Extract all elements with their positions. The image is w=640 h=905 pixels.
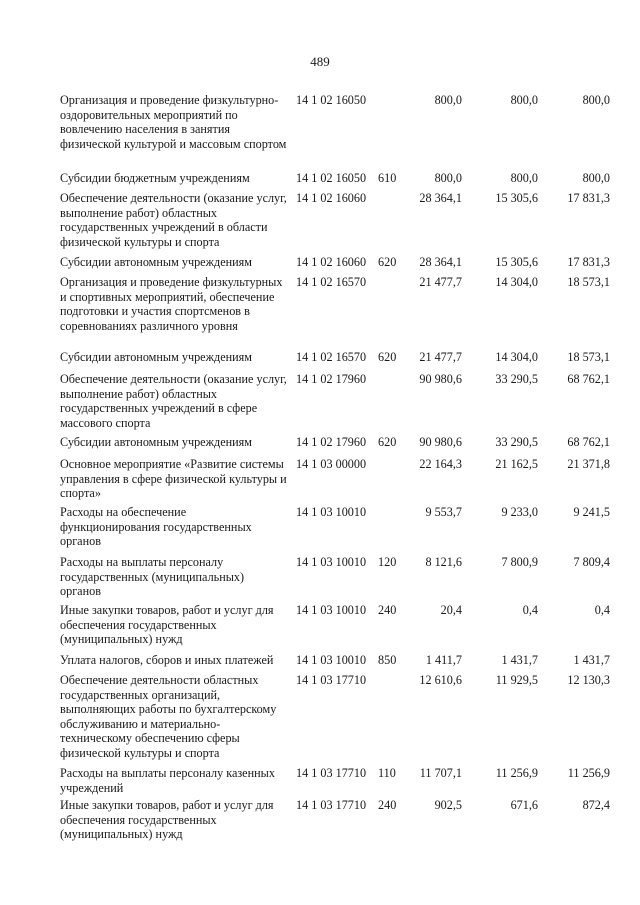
- row-name: Иные закупки товаров, работ и услуг для обеспечения государственных (муниципальных) нужд: [60, 798, 274, 842]
- row-expense-type: 620: [378, 435, 397, 449]
- row-amount-1: 902,5: [434, 798, 462, 812]
- row-amount-3: 800,0: [582, 171, 610, 185]
- row-name: Иные закупки товаров, работ и услуг для обеспечения государственных (муниципальных) нужд: [60, 603, 274, 647]
- row-code: 14 1 03 17710: [296, 673, 367, 687]
- row-amount-1: 800,0: [434, 171, 462, 185]
- row-amount-3: 872,4: [582, 798, 610, 812]
- row-amount-3: 17 831,3: [567, 191, 610, 205]
- row-amount-1: 9 553,7: [425, 505, 462, 519]
- row-amount-3: 17 831,3: [567, 255, 610, 269]
- row-expense-type: 240: [378, 603, 397, 617]
- row-amount-2: 800,0: [510, 93, 538, 107]
- row-amount-3: 800,0: [582, 93, 610, 107]
- row-code: 14 1 02 16050: [296, 93, 367, 107]
- row-amount-2: 14 304,0: [495, 275, 538, 289]
- row-amount-2: 0,4: [522, 603, 538, 617]
- row-name: Расходы на выплаты персоналу казенных учреждений: [60, 766, 275, 795]
- row-amount-3: 0,4: [594, 603, 610, 617]
- row-name: Организация и проведение физкультурных и спортивных мероприятий, обеспечение подготовки и участия спортсменов в соревнованиях различного уровня: [60, 275, 283, 333]
- row-expense-type: 240: [378, 798, 397, 812]
- row-code: 14 1 02 16570: [296, 275, 367, 289]
- row-expense-type: 120: [378, 555, 397, 569]
- row-code: 14 1 02 16060: [296, 255, 367, 269]
- row-amount-3: 68 762,1: [567, 372, 610, 386]
- row-amount-2: 15 305,6: [495, 255, 538, 269]
- row-amount-1: 21 477,7: [419, 350, 462, 364]
- row-expense-type: 620: [378, 350, 397, 364]
- row-amount-3: 21 371,8: [567, 457, 610, 471]
- row-code: 14 1 02 17960: [296, 435, 367, 449]
- row-name: Субсидии автономным учреждениям: [60, 255, 252, 269]
- row-code: 14 1 03 10010: [296, 505, 367, 519]
- row-code: 14 1 03 10010: [296, 603, 367, 617]
- row-name: Субсидии автономным учреждениям: [60, 350, 252, 364]
- row-amount-1: 90 980,6: [419, 372, 462, 386]
- row-amount-1: 8 121,6: [425, 555, 462, 569]
- row-amount-3: 18 573,1: [567, 350, 610, 364]
- row-amount-1: 21 477,7: [419, 275, 462, 289]
- row-amount-1: 20,4: [440, 603, 462, 617]
- row-name: Основное мероприятие «Развитие системы управления в сфере физической культуры и спорта»: [60, 457, 287, 501]
- row-name: Субсидии автономным учреждениям: [60, 435, 252, 449]
- row-amount-1: 800,0: [434, 93, 462, 107]
- row-amount-3: 7 809,4: [573, 555, 610, 569]
- row-amount-1: 28 364,1: [419, 255, 462, 269]
- row-expense-type: 850: [378, 653, 397, 667]
- row-name: Обеспечение деятельности областных государственных организаций, выполняющих работы по бухгалтерскому обслуживанию и материально-техническому обеспечению сферы физической культуры и спорта: [60, 673, 277, 760]
- row-amount-2: 15 305,6: [495, 191, 538, 205]
- row-amount-3: 1 431,7: [573, 653, 610, 667]
- row-amount-2: 21 162,5: [495, 457, 538, 471]
- row-amount-1: 28 364,1: [419, 191, 462, 205]
- row-expense-type: 110: [378, 766, 396, 780]
- row-amount-1: 12 610,6: [419, 673, 462, 687]
- row-code: 14 1 03 10010: [296, 653, 367, 667]
- row-amount-2: 800,0: [510, 171, 538, 185]
- row-expense-type: 610: [378, 171, 397, 185]
- row-amount-1: 11 707,1: [419, 766, 462, 780]
- row-expense-type: 620: [378, 255, 397, 269]
- page-number: 489: [310, 54, 330, 69]
- row-code: 14 1 02 16060: [296, 191, 367, 205]
- row-amount-2: 33 290,5: [495, 372, 538, 386]
- row-name: Обеспечение деятельности (оказание услуг, выполнение работ) областных государственных учреждений в области физической культуры и спорта: [60, 191, 287, 249]
- row-amount-2: 1 431,7: [501, 653, 538, 667]
- row-amount-2: 7 800,9: [501, 555, 538, 569]
- row-amount-3: 9 241,5: [573, 505, 610, 519]
- row-name: Обеспечение деятельности (оказание услуг, выполнение работ) областных государственных учреждений в сфере массового спорта: [60, 372, 287, 430]
- row-code: 14 1 02 17960: [296, 372, 367, 386]
- row-name: Организация и проведение физкультурно-оздоровительных мероприятий по вовлечению населения в занятия физической культурой и массовым спортом: [60, 93, 287, 151]
- row-amount-1: 1 411,7: [425, 653, 462, 667]
- row-code: 14 1 02 16050: [296, 171, 367, 185]
- row-name: Уплата налогов, сборов и иных платежей: [60, 653, 274, 667]
- row-amount-2: 9 233,0: [501, 505, 538, 519]
- row-amount-2: 11 929,5: [495, 673, 538, 687]
- row-amount-2: 11 256,9: [495, 766, 538, 780]
- row-code: 14 1 03 10010: [296, 555, 367, 569]
- row-code: 14 1 03 00000: [296, 457, 367, 471]
- row-code: 14 1 03 17710: [296, 766, 367, 780]
- row-amount-3: 68 762,1: [567, 435, 610, 449]
- row-code: 14 1 02 16570: [296, 350, 367, 364]
- row-name: Субсидии бюджетным учреждениям: [60, 171, 250, 185]
- row-amount-3: 11 256,9: [567, 766, 610, 780]
- row-amount-3: 12 130,3: [567, 673, 610, 687]
- row-amount-3: 18 573,1: [567, 275, 610, 289]
- row-code: 14 1 03 17710: [296, 798, 367, 812]
- row-name: Расходы на обеспечение функционирования государственных органов: [60, 505, 252, 549]
- row-amount-1: 22 164,3: [419, 457, 462, 471]
- row-amount-2: 33 290,5: [495, 435, 538, 449]
- row-amount-2: 14 304,0: [495, 350, 538, 364]
- row-amount-1: 90 980,6: [419, 435, 462, 449]
- row-amount-2: 671,6: [510, 798, 538, 812]
- row-name: Расходы на выплаты персоналу государственных (муниципальных) органов: [60, 555, 245, 599]
